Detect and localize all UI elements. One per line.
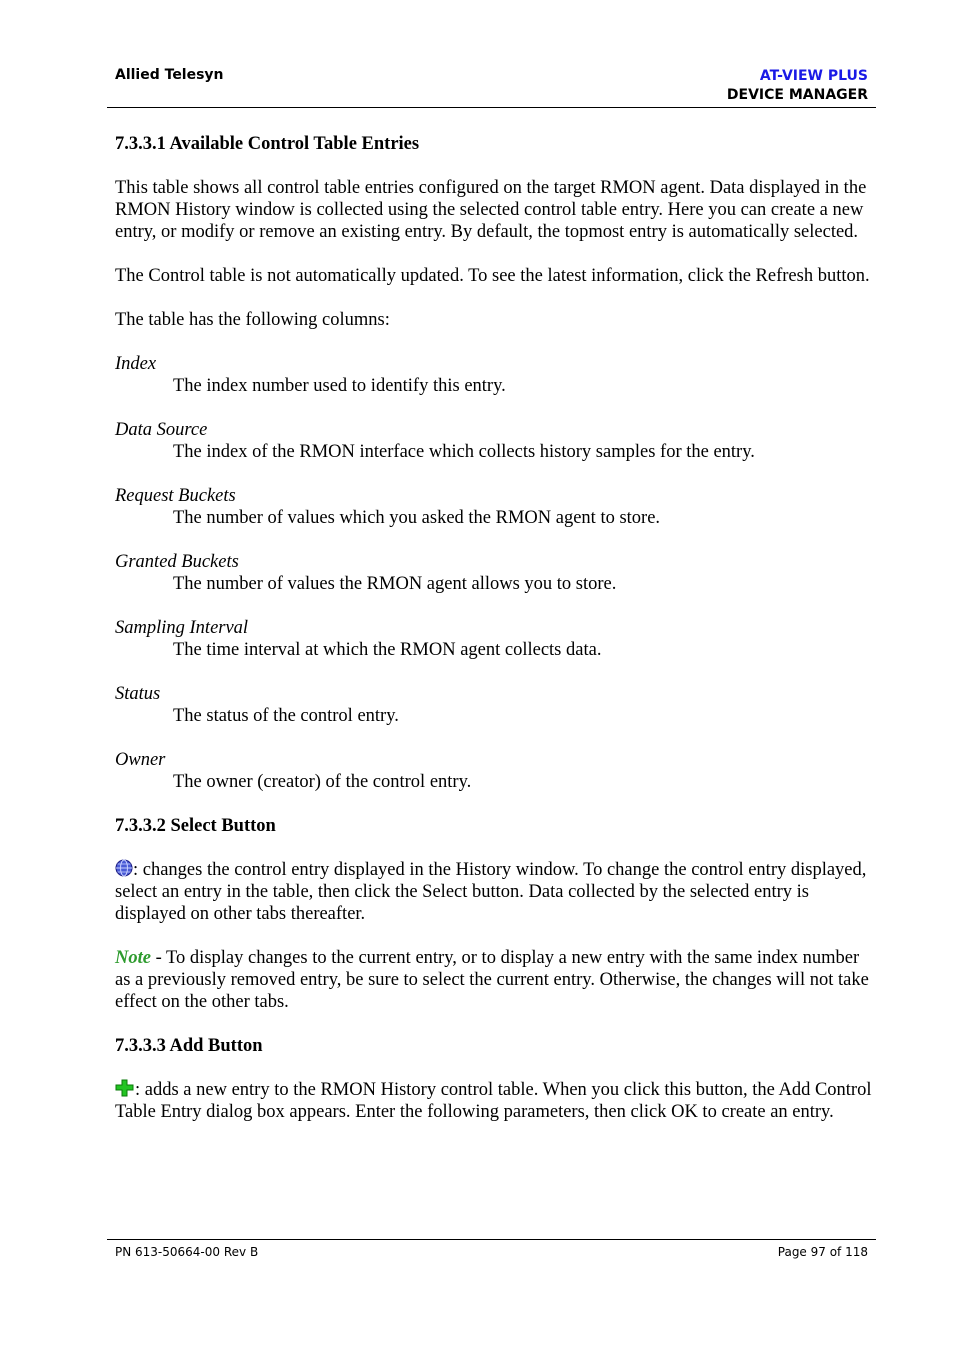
note-paragraph xyxy=(115,947,875,1013)
header-product: AT-VIEW PLUS xyxy=(759,68,868,84)
column-definition: The index number used to identify this entry. xyxy=(173,376,506,396)
footer-rule xyxy=(107,1239,876,1240)
footer-part-number: PN 613-50664-00 Rev B xyxy=(115,1245,259,1259)
column-term: Owner xyxy=(115,750,166,770)
column-definition: The index of the RMON interface which collects history samples for the entry. xyxy=(173,442,755,462)
page-content xyxy=(115,133,875,1145)
paragraph: The Control table is not automatically updated. To see the latest information, click the Refresh button. xyxy=(115,266,870,286)
add-description: : adds a new entry to the RMON History control table. When you click this button, the Add Control Table Entry dialog box appears. Enter the following parameters, then click OK to create an entry. xyxy=(115,1080,872,1122)
column-term: Request Buckets xyxy=(115,486,236,506)
add-plus-icon xyxy=(115,1079,135,1097)
column-term: Granted Buckets xyxy=(115,552,239,572)
column-term: Data Source xyxy=(115,420,208,440)
paragraph: The table has the following columns: xyxy=(115,310,390,330)
header-right xyxy=(727,67,868,105)
select-description: : changes the control entry displayed in the History window. To change the control entry displayed, select an entry in the table, then click the Select button. Data collected by the selected entry is displayed on other tabs thereafter. xyxy=(115,860,867,924)
header-module: DEVICE MANAGER xyxy=(726,87,868,103)
column-definition: The status of the control entry. xyxy=(173,706,399,726)
column-definition: The number of values which you asked the RMON agent to store. xyxy=(173,508,661,528)
column-definition: The owner (creator) of the control entry. xyxy=(173,772,472,792)
paragraph xyxy=(115,859,875,925)
column-term: Index xyxy=(115,354,157,374)
section-heading-7333: 7.3.3.3 Add Button xyxy=(115,1036,263,1056)
footer-page-number: Page 97 of 118 xyxy=(777,1245,868,1259)
paragraph: This table shows all control table entries configured on the target RMON agent. Data displayed in the RMON History window is collected using the selected control table entry. Here you can create a new entry, or modify or remove an existing entry. By default, the topmost entry is automatically selected. xyxy=(115,178,867,242)
column-term: Status xyxy=(115,684,161,704)
select-globe-icon xyxy=(115,859,133,877)
section-heading-7332: 7.3.3.2 Select Button xyxy=(115,816,276,836)
paragraph xyxy=(115,1079,875,1123)
column-definition: The time interval at which the RMON agent collects data. xyxy=(173,640,602,660)
note-text: - To display changes to the current entry, or to display a new entry with the same index number as a previously removed entry, be sure to select the current entry. Otherwise, the changes will not take effect on the other tabs. xyxy=(115,948,869,1012)
note-label: Note xyxy=(115,948,151,968)
section-heading-7331: 7.3.3.1 Available Control Table Entries xyxy=(115,134,420,154)
column-term: Sampling Interval xyxy=(115,618,249,638)
header-company: Allied Telesyn xyxy=(115,67,224,83)
header-rule xyxy=(107,107,876,108)
column-definition: The number of values the RMON agent allows you to store. xyxy=(173,574,617,594)
